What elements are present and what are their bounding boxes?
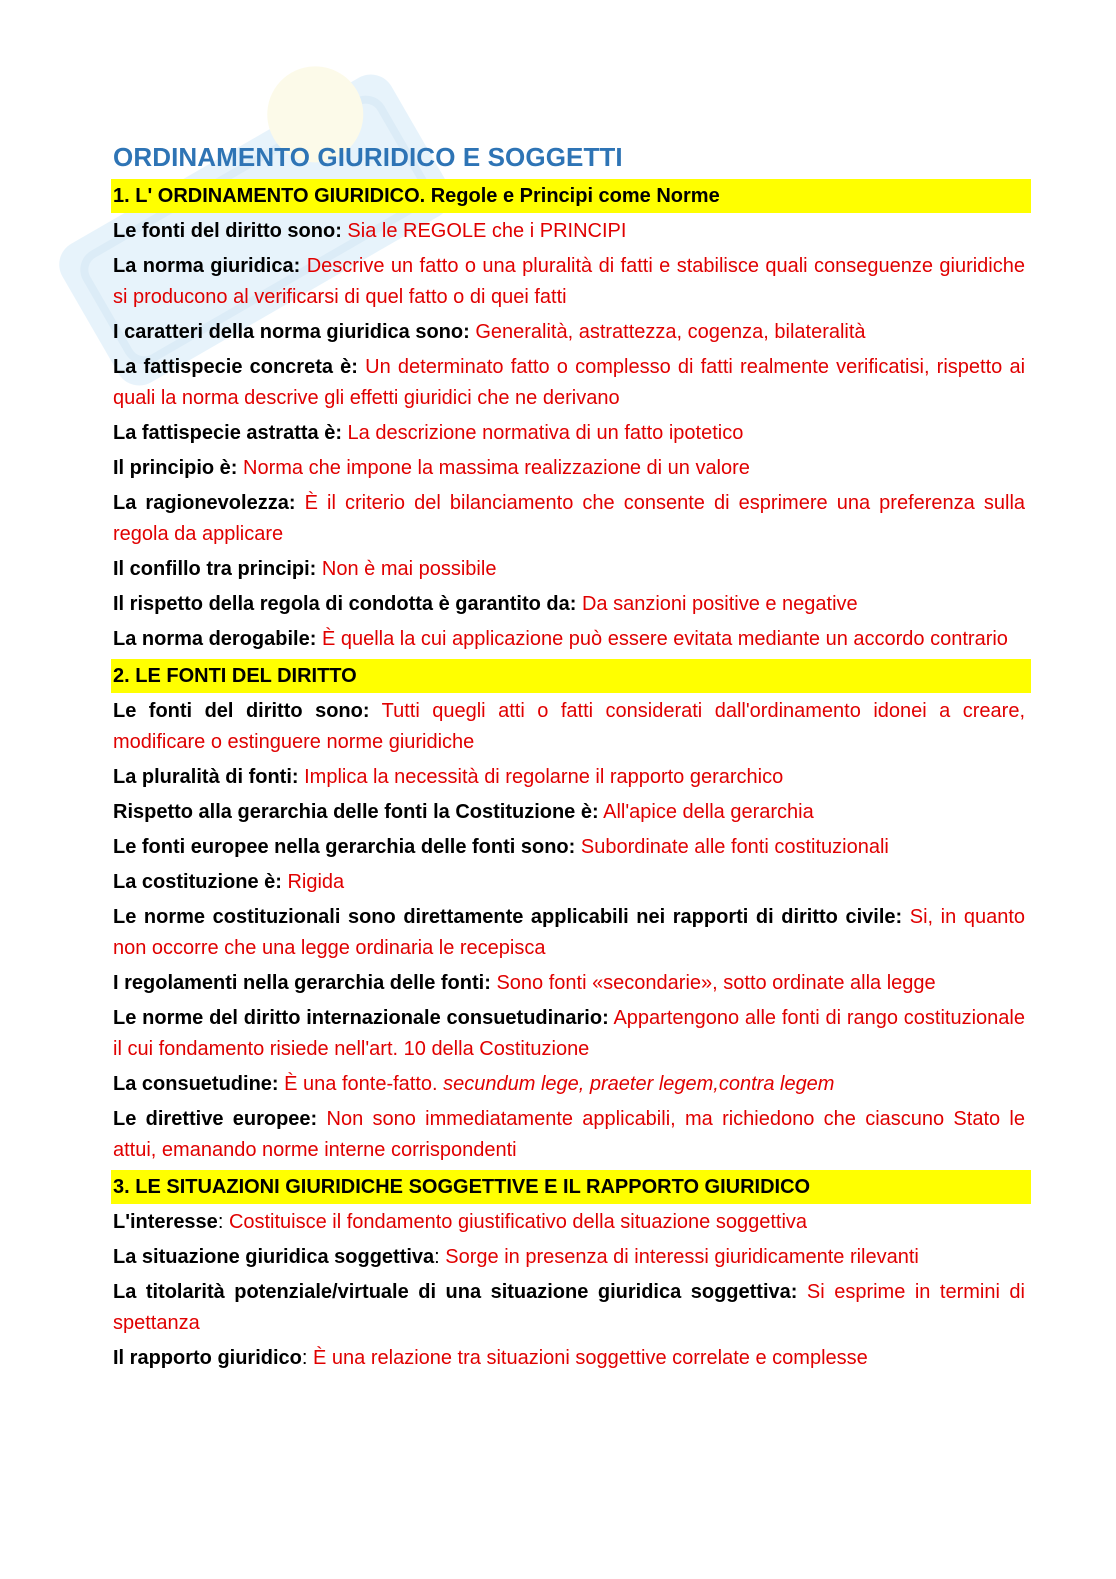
qa-entry (113, 352, 1025, 414)
entry-value: È una relazione tra situazioni soggettive correlate e complesse (313, 1347, 868, 1369)
entry-key: Le fonti europee nella gerarchia delle fonti sono: (113, 836, 576, 858)
qa-entry (113, 762, 1025, 793)
entry-key: La norma derogabile: (113, 628, 317, 650)
qa-entry (113, 968, 1025, 999)
entry-value: Implica la necessità di regolarne il rapporto gerarchico (304, 766, 784, 788)
entry-value: Da sanzioni positive e negative (581, 593, 858, 615)
entry-key: La fattispecie astratta è: (113, 422, 342, 444)
qa-entry (113, 554, 1025, 585)
entry-value: È il criterio del bilanciamento che consente di esprimere una preferenza sulla regola da applicare (113, 492, 1026, 545)
entry-key: La norma giuridica: (113, 255, 301, 277)
document-page (113, 142, 1025, 1378)
entry-value: Norma che impone la massima realizzazione di un valore (243, 457, 750, 479)
entry-key: Il principio è: (113, 457, 238, 479)
entry-value: Si, in quanto non occorre che una legge ordinaria le recepisca (113, 906, 1025, 959)
entry-separator: : (434, 1246, 440, 1268)
entry-key: Rispetto alla gerarchia delle fonti la Costituzione è: (113, 801, 599, 823)
qa-entry (113, 1003, 1025, 1065)
entry-value: Tutti quegli atti o fatti considerati dall'ordinamento idonei a creare, modificare o estinguere norme giuridiche (113, 700, 1026, 753)
entry-value: Non è mai possibile (321, 558, 497, 580)
section-heading: 2. LE FONTI DEL DIRITTO (111, 659, 1031, 693)
qa-entry (113, 317, 1025, 348)
entry-value: All'apice della gerarchia (603, 801, 814, 823)
section-heading: 3. LE SITUAZIONI GIURIDICHE SOGGETTIVE E IL RAPPORTO GIURIDICO (111, 1170, 1031, 1204)
entry-separator: : (301, 1347, 308, 1369)
entry-value: Subordinate alle fonti costituzionali (580, 836, 889, 858)
qa-entry (113, 589, 1025, 620)
qa-entry (113, 1242, 1025, 1273)
entry-key: L'interesse (113, 1211, 218, 1233)
qa-entry (113, 902, 1025, 964)
entry-key: La costituzione è: (113, 871, 282, 893)
entry-value: Sono fonti «secondarie», sotto ordinate alla legge (496, 972, 936, 994)
qa-entry (113, 1277, 1025, 1339)
qa-entry (113, 1343, 1025, 1374)
entry-key: Il confillo tra principi: (113, 558, 317, 580)
entry-key: Le norme costituzionali sono direttamente applicabili nei rapporti di diritto civile: (113, 906, 903, 928)
entry-value: È quella la cui applicazione può essere evitata mediante un accordo contrario (321, 628, 1008, 650)
entry-key: Le norme del diritto internazionale consuetudinario: (113, 1007, 609, 1029)
qa-entry (113, 1104, 1025, 1166)
qa-entry (113, 797, 1025, 828)
entry-value: Descrive un fatto o una pluralità di fatti e stabilisce quali conseguenze giuridiche si producono al verificarsi di quel fatto o di quei fatti (113, 255, 1025, 308)
entry-separator: : (217, 1211, 224, 1233)
qa-entry (113, 624, 1025, 655)
qa-entry (113, 418, 1025, 449)
qa-entry (113, 251, 1025, 313)
qa-entry (113, 867, 1025, 898)
qa-entry (113, 1069, 1025, 1100)
qa-entry (113, 453, 1025, 484)
section-3 (113, 1170, 1025, 1374)
entry-value: Un determinato fatto o complesso di fatti realmente verificatisi, rispetto ai quali la norma descrive gli effetti giuridici che ne derivano (113, 356, 1026, 409)
section-1 (113, 179, 1025, 655)
entry-key: Il rispetto della regola di condotta è garantito da: (113, 593, 577, 615)
entry-key: La ragionevolezza: (113, 492, 296, 514)
entry-value: La descrizione normativa di un fatto ipotetico (347, 422, 744, 444)
qa-entry (113, 216, 1025, 247)
entry-key: I regolamenti nella gerarchia delle fonti: (113, 972, 491, 994)
entry-key: Le fonti del diritto sono: (113, 220, 342, 242)
entry-value: Sorge in presenza di interessi giuridicamente rilevanti (445, 1246, 919, 1268)
qa-entry (113, 696, 1025, 758)
section-heading: 1. L' ORDINAMENTO GIURIDICO. Regole e Principi come Norme (111, 179, 1031, 213)
entry-value: Sia le REGOLE che i PRINCIPI (347, 220, 627, 242)
entry-value: È una fonte-fatto. (284, 1073, 438, 1095)
document-title: ORDINAMENTO GIURIDICO E SOGGETTI (113, 142, 623, 172)
entry-key: Le fonti del diritto sono: (113, 700, 370, 722)
entry-value: Generalità, astrattezza, cogenza, bilateralità (475, 321, 866, 343)
entry-value-italic: secundum lege, praeter legem,contra legem (443, 1073, 835, 1095)
entry-key: Il rapporto giuridico (113, 1347, 302, 1369)
entry-value: Rigida (287, 871, 345, 893)
entry-key: La fattispecie concreta è: (113, 356, 358, 378)
entry-value: Non sono immediatamente applicabili, ma richiedono che ciascuno Stato le attui, emanando norme interne corrispondenti (113, 1108, 1025, 1161)
entry-key: La pluralità di fonti: (113, 766, 299, 788)
entry-key: Le direttive europee: (113, 1108, 318, 1130)
entry-value: Appartengono alle fonti di rango costituzionale il cui fondamento risiede nell'art. 10 della Costituzione (113, 1007, 1025, 1060)
qa-entry (113, 488, 1025, 550)
section-2 (113, 659, 1025, 1166)
entry-value: Si esprime in termini di spettanza (113, 1281, 1025, 1334)
qa-entry (113, 1207, 1025, 1238)
entry-key: La situazione giuridica soggettiva (113, 1246, 435, 1268)
qa-entry (113, 832, 1025, 863)
entry-value: Costituisce il fondamento giustificativo della situazione soggettiva (228, 1211, 808, 1233)
entry-key: I caratteri della norma giuridica sono: (113, 321, 470, 343)
entry-key: La titolarità potenziale/virtuale di una situazione giuridica soggettiva: (113, 1281, 798, 1303)
entry-key: La consuetudine: (113, 1073, 279, 1095)
